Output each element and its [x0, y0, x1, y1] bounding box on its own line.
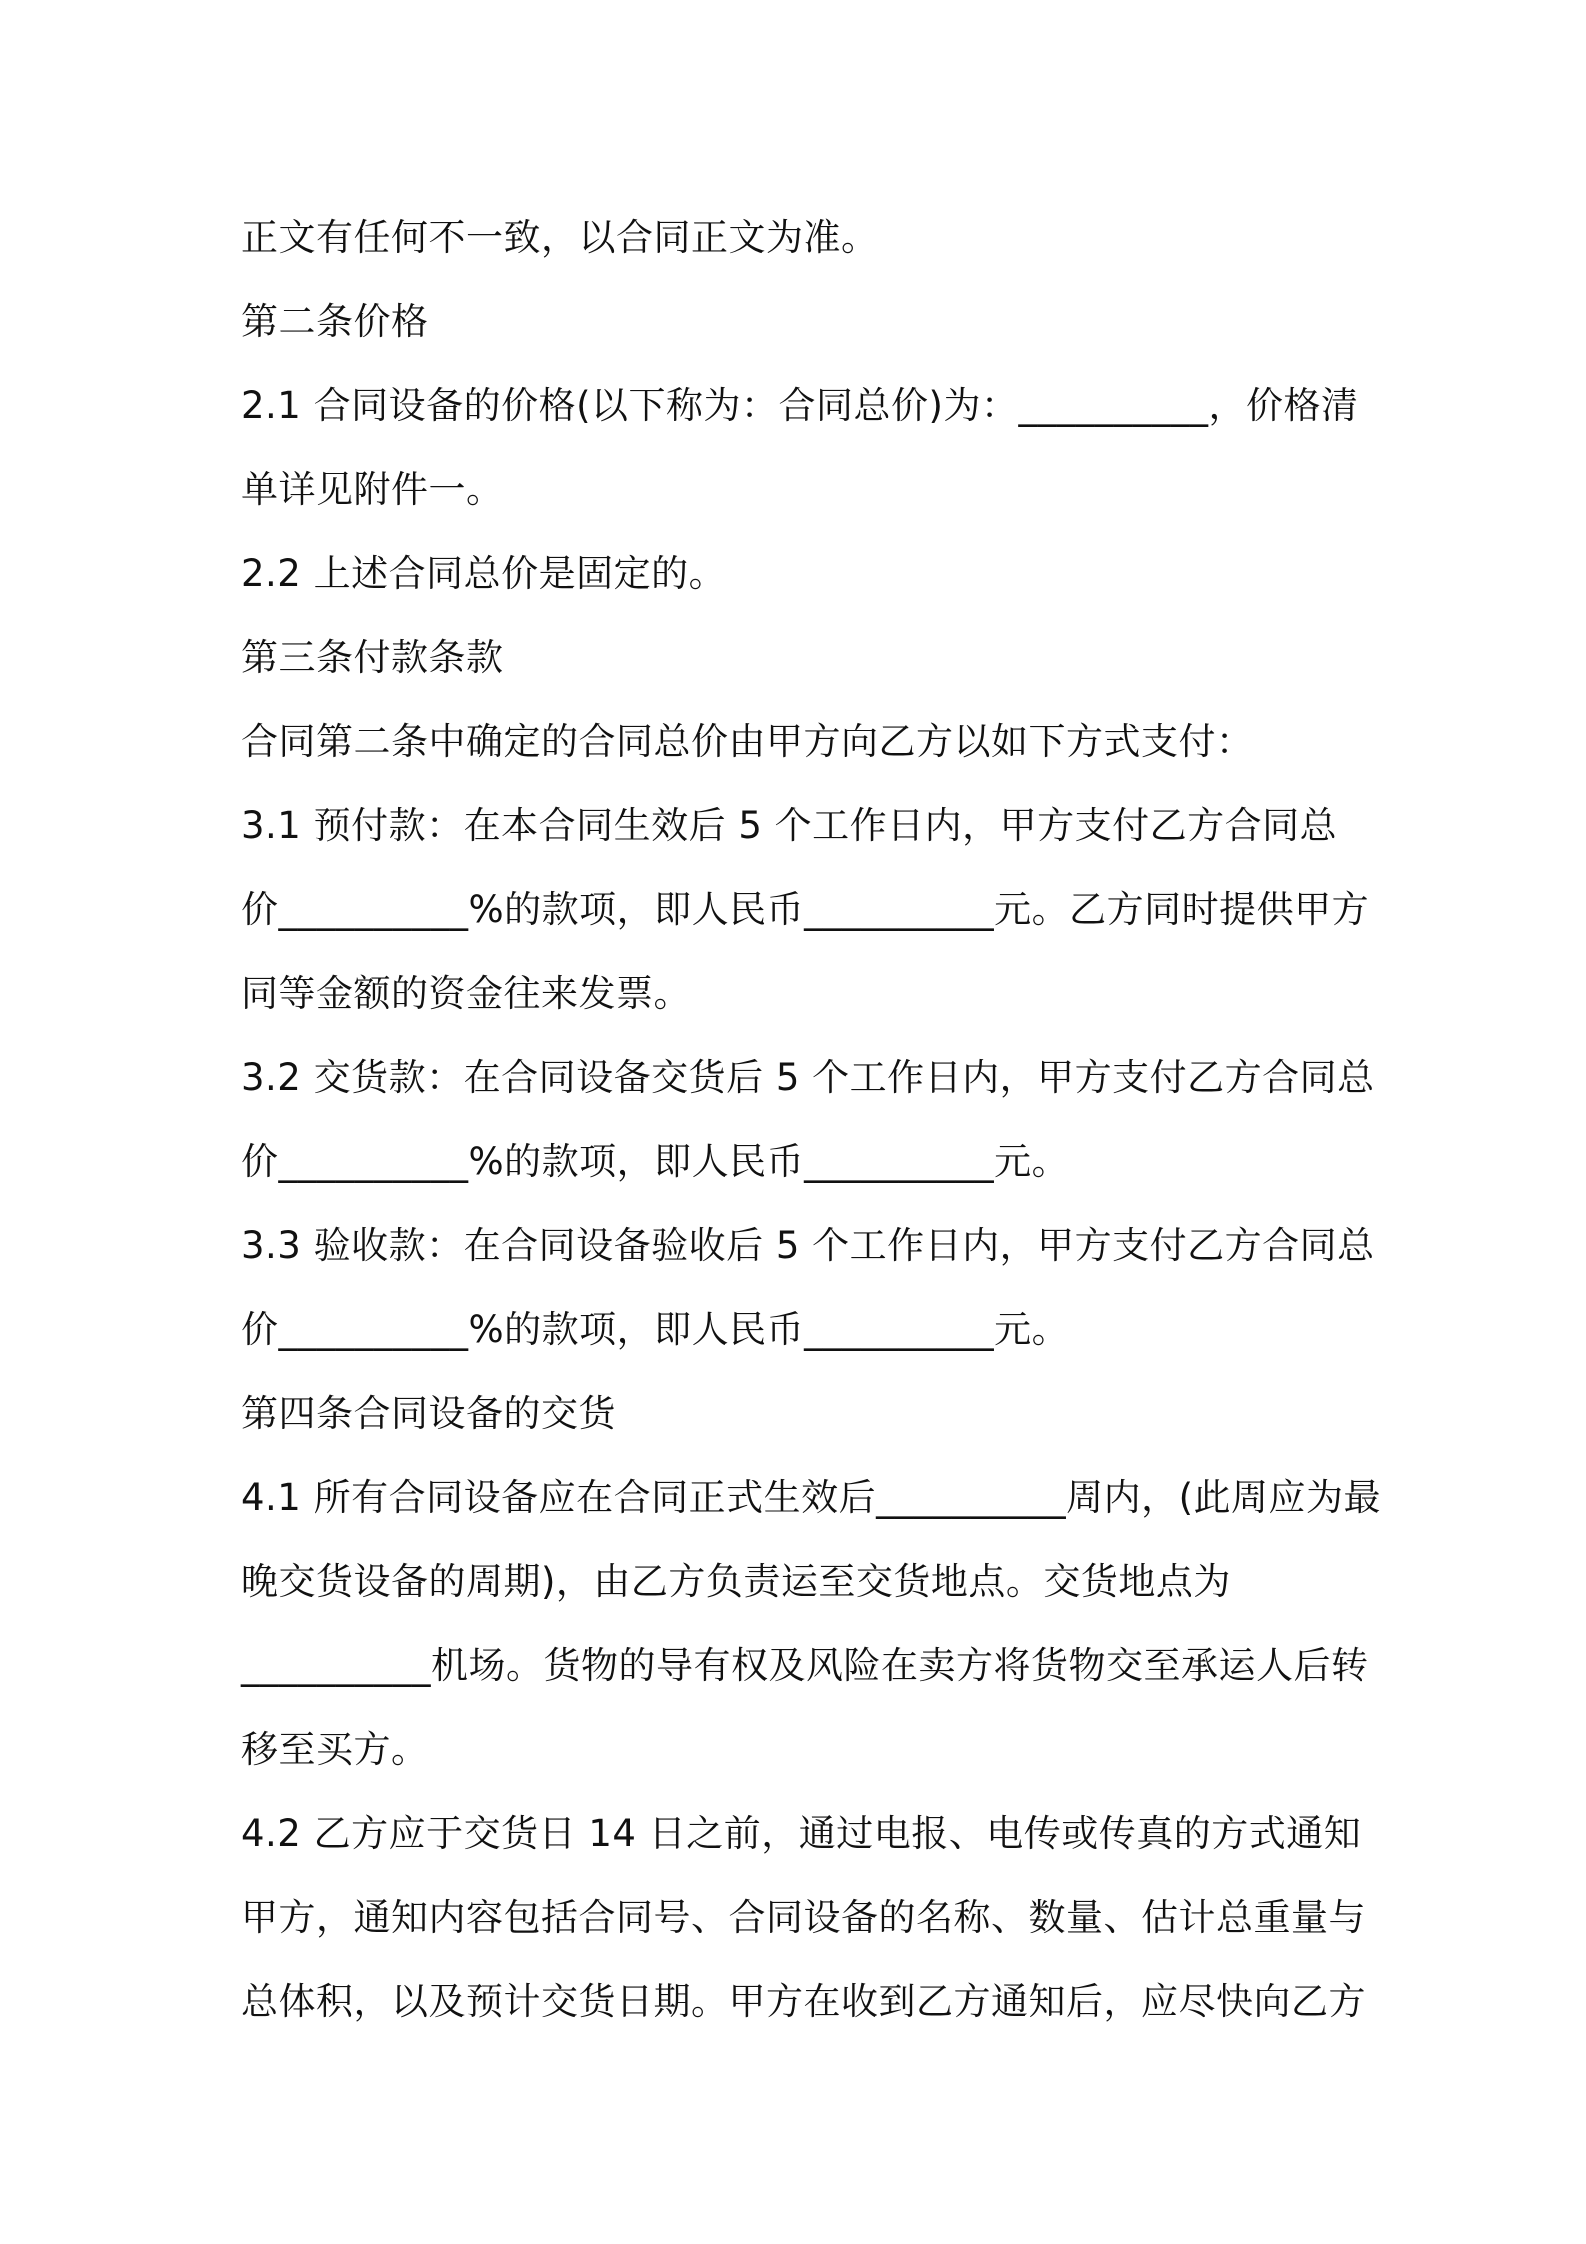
- clause-2-2: 2.2 上述合同总价是固定的。: [241, 552, 727, 595]
- clause-4-1-cont: 移至买方。: [241, 1728, 429, 1771]
- clause-2-1: 2.1 合同设备的价格(以下称为：合同总价)为：__________，价格清: [241, 384, 1359, 427]
- clause-2-1-cont: 单详见附件一。: [241, 468, 504, 511]
- clause-4-1-cont: 晚交货设备的周期)，由乙方负责运至交货地点。交货地点为: [241, 1560, 1231, 1603]
- clause-4-1: 4.1 所有合同设备应在合同正式生效后__________周内，(此周应为最: [241, 1476, 1382, 1519]
- section-heading-payment: 第三条付款条款: [241, 636, 504, 679]
- clause-4-2: 4.2 乙方应于交货日 14 日之前，通过电报、电传或传真的方式通知: [241, 1812, 1362, 1855]
- clause-4-1-cont: __________机场。货物的导有权及风险在卖方将货物交至承运人后转: [241, 1644, 1369, 1687]
- clause-3-2-cont: 价__________%的款项，即人民币__________元。: [241, 1140, 1070, 1183]
- payment-intro: 合同第二条中确定的合同总价由甲方向乙方以如下方式支付：: [241, 720, 1254, 763]
- clause-3-1-cont: 价__________%的款项，即人民币__________元。乙方同时提供甲方: [241, 888, 1370, 931]
- document-body: [241, 196, 1382, 2044]
- clause-3-1-cont: 同等金额的资金往来发票。: [241, 972, 691, 1015]
- section-heading-delivery: 第四条合同设备的交货: [241, 1392, 616, 1435]
- clause-4-2-cont: 甲方，通知内容包括合同号、合同设备的名称、数量、估计总重量与: [241, 1896, 1366, 1939]
- clause-3-2: 3.2 交货款：在合同设备交货后 5 个工作日内，甲方支付乙方合同总: [241, 1056, 1375, 1099]
- clause-3-3-cont: 价__________%的款项，即人民币__________元。: [241, 1308, 1070, 1351]
- clause-4-2-cont: 总体积，以及预计交货日期。甲方在收到乙方通知后，应尽快向乙方: [241, 1980, 1366, 2023]
- section-heading-price: 第二条价格: [241, 300, 429, 343]
- clause-3-3: 3.3 验收款：在合同设备验收后 5 个工作日内，甲方支付乙方合同总: [241, 1224, 1375, 1267]
- clause-3-1: 3.1 预付款：在本合同生效后 5 个工作日内，甲方支付乙方合同总: [241, 804, 1338, 847]
- body-line: 正文有任何不一致，以合同正文为准。: [241, 216, 879, 259]
